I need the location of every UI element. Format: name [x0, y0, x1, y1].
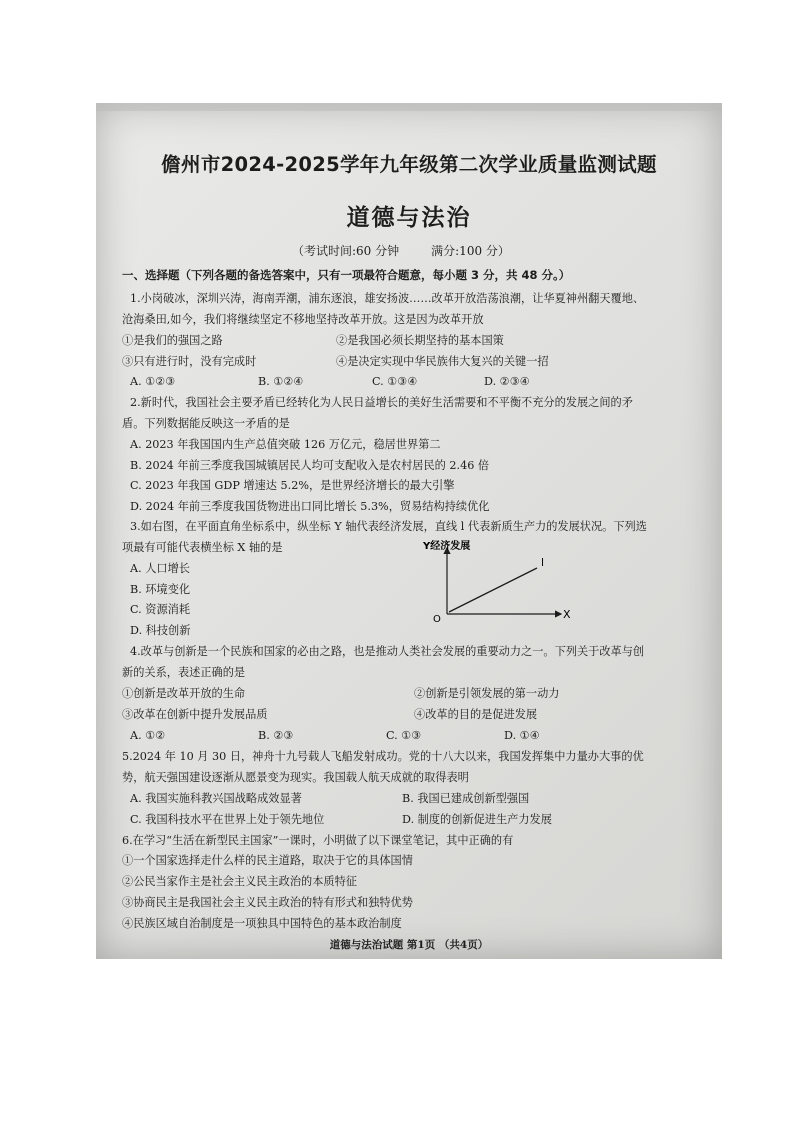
q5-option-d: D. 制度的创新促进生产力发展: [402, 813, 552, 826]
q5-option-c: C. 我国科技水平在世界上处于领先地位: [130, 813, 325, 826]
q6-statement-3: ③协商民主是我国社会主义民主政治的特有形式和独特优势: [122, 896, 413, 909]
q1-statement-3: ③只有进行时，没有完成时: [122, 355, 257, 368]
section-heading: 一、选择题（下列各题的备选答案中，只有一项最符合题意，每小题 3 分，共 48 分。）: [122, 268, 571, 282]
q4-option-c: C. ①③: [386, 729, 422, 742]
exam-paper-photo: [96, 103, 722, 959]
q4-statement-2: ②创新是引领发展的第一动力: [414, 687, 560, 700]
x-axis-label: X: [563, 608, 571, 621]
q2-option-d: D. 2024 年前三季度我国货物进出口同比增长 5.3%，贸易结构持续优化: [130, 500, 490, 513]
q6-statement-2: ②公民当家作主是社会主义民主政治的本质特征: [122, 875, 357, 888]
q3-stem-line1: 3.如右图，在平面直角坐标系中，纵坐标 Y 轴代表经济发展，直线 l 代表新质生产力的发展状况。下列选: [130, 520, 647, 533]
exam-score: 满分:100 分）: [431, 244, 510, 258]
q2-option-c: C. 2023 年我国 GDP 增速达 5.2%，是世界经济增长的最大引擎: [130, 479, 455, 492]
q1-option-a: A. ①②③: [130, 375, 176, 388]
exam-info: [292, 242, 542, 259]
q2-option-b: B. 2024 年前三季度我国城镇居民人均可支配收入是农村居民的 2.46 倍: [130, 459, 490, 472]
q3-option-d: D. 科技创新: [130, 624, 191, 637]
q1-stem-line2: 沧海桑田,如今，我们将继续坚定不移地坚持改革开放。这是因为改革开放: [122, 313, 484, 326]
q3-stem-line2: 项最有可能代表横坐标 X 轴的是: [122, 541, 283, 554]
q4-statement-1: ①创新是改革开放的生命: [122, 687, 246, 700]
q1-option-d: D. ②③④: [484, 375, 530, 388]
q6-statement-4: ④民族区域自治制度是一项独具中国特色的基本政治制度: [122, 917, 402, 930]
q6-statement-1: ①一个国家选择走什么样的民主道路，取决于它的具体国情: [122, 854, 413, 867]
exam-time: （考试时间:60 分钟: [292, 244, 400, 258]
q1-option-b: B. ①②④: [258, 375, 304, 388]
q2-stem-line1: 2.新时代，我国社会主要矛盾已经转化为人民日益增长的美好生活需要和不平衡不充分的发展之间的矛: [130, 396, 633, 409]
q1-stem-line1: 1.小岗破冰，深圳兴涛，海南弄潮，浦东逐浪，雄安扬波……改革开放浩荡浪潮，让华夏神州翻天覆地、: [130, 292, 645, 305]
q1-statement-2: ②是我国必须长期坚持的基本国策: [336, 334, 504, 347]
q1-option-c: C. ①③④: [372, 375, 418, 388]
q2-option-a: A. 2023 年我国国内生产总值突破 126 万亿元，稳居世界第二: [130, 438, 441, 451]
coordinate-diagram: [413, 536, 573, 626]
q1-statement-4: ④是决定实现中华民族伟大复兴的关键一招: [336, 355, 549, 368]
page-footer: 道德与法治试题 第1页 （共4页）: [329, 939, 489, 951]
line-l: [449, 568, 537, 612]
q4-option-a: A. ①②: [130, 729, 166, 742]
q4-option-b: B. ②③: [258, 729, 294, 742]
q3-option-c: C. 资源消耗: [130, 603, 191, 616]
origin-label: O: [433, 614, 441, 625]
paper-top-edge: [96, 103, 722, 111]
q5-stem-line2: 势，航天强国建设逐渐从愿景变为现实。我国载人航天成就的取得表明: [122, 771, 469, 784]
q3-option-b: B. 环境变化: [130, 583, 191, 596]
subject-title: 道德与法治: [346, 205, 472, 231]
q5-stem-line1: 5.2024 年 10 月 30 日，神舟十九号载人飞船发射成功。党的十八大以来，我国发挥集中力量办大事的优: [122, 750, 644, 763]
q5-option-b: B. 我国已建成创新型强国: [402, 792, 530, 805]
q3-option-a: A. 人口增长: [130, 562, 190, 575]
q4-option-d: D. ①④: [504, 729, 540, 742]
q6-stem: 6.在学习“生活在新型民主国家”一课时，小明做了以下课堂笔记，其中正确的有: [122, 834, 514, 847]
line-label: l: [541, 556, 545, 569]
q4-stem-line1: 4.改革与创新是一个民族和国家的必由之路，也是推动人类社会发展的重要动力之一。下列关于改革与创: [130, 645, 645, 658]
q1-statement-1: ①是我们的强国之路: [122, 334, 223, 347]
exam-title: 儋州市2024-2025学年九年级第二次学业质量监测试题: [161, 153, 657, 176]
q4-stem-line2: 新的关系，表述正确的是: [122, 666, 246, 679]
y-axis-label: Y经济发展: [423, 541, 471, 552]
q5-option-a: A. 我国实施科教兴国战略成效显著: [130, 792, 302, 805]
q2-stem-line2: 盾。下列数据能反映这一矛盾的是: [122, 417, 290, 430]
q4-statement-3: ③改革在创新中提升发展品质: [122, 708, 268, 721]
q4-statement-4: ④改革的目的是促进发展: [414, 708, 538, 721]
